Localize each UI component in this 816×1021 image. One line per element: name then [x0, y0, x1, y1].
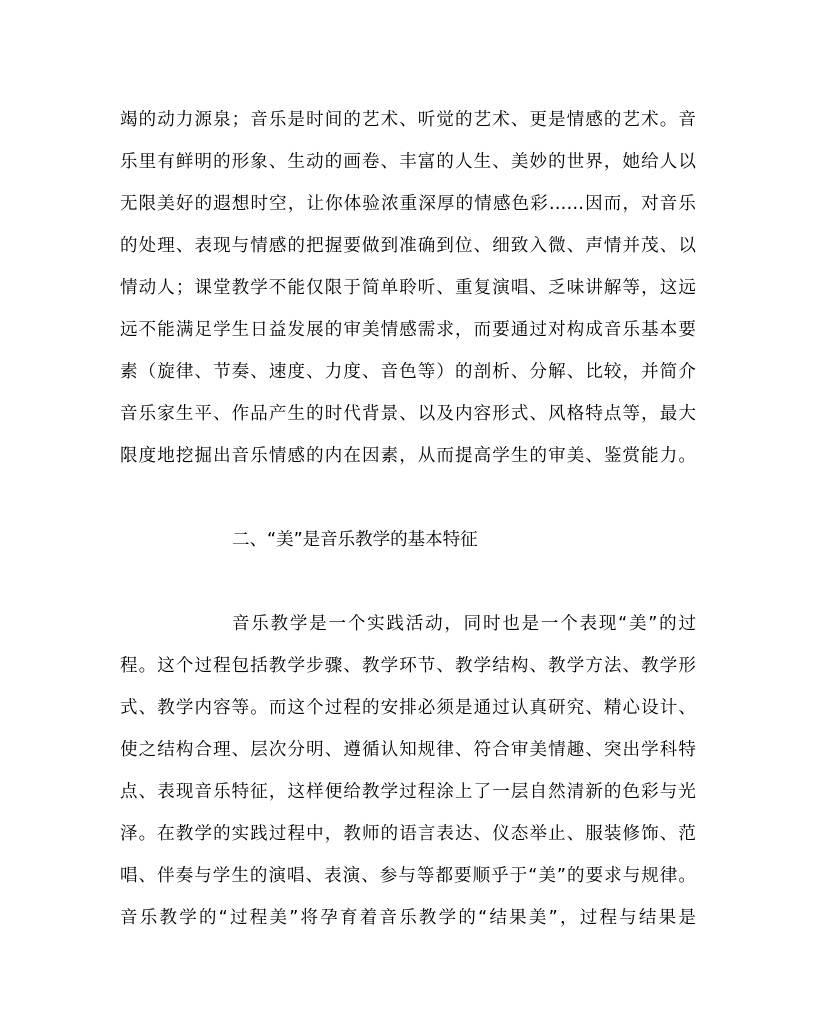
paragraph-1-line-5: 情动人；课堂教学不能仅限于简单聆听、重复演唱、乏味讲解等，这远 [120, 278, 696, 298]
paragraph-1-line-4: 的处理、表现与情感的把握要做到准确到位、细致入微、声情并茂、以 [120, 236, 696, 256]
paragraph-1-line-8: 音乐家生平、作品产生的时代背景、以及内容形式、风格特点等，最大 [120, 404, 696, 424]
paragraph-1-line-9: 限度地挖掘出音乐情感的内在因素，从而提高学生的审美、鉴赏能力。 [120, 446, 696, 466]
paragraph-1-line-6: 远不能满足学生日益发展的审美情感需求，而要通过对构成音乐基本要 [120, 320, 696, 340]
paragraph-2-line-8: 音乐教学的“过程美”将孕育着音乐教学的“结果美”，过程与结果是 [120, 908, 696, 928]
paragraph-2-line-7: 唱、伴奏与学生的演唱、表演、参与等都要顺乎于“美”的要求与规律。 [120, 866, 696, 886]
paragraph-1-line-1: 竭的动力源泉；音乐是时间的艺术、听觉的艺术、更是情感的艺术。音 [120, 110, 696, 130]
paragraph-2-line-4: 使之结构合理、层次分明、遵循认知规律、符合审美情趣、突出学科特 [120, 740, 696, 760]
paragraph-1-line-7: 素（旋律、节奏、速度、力度、音色等）的剖析、分解、比较，并简介 [120, 362, 696, 382]
paragraph-2-line-5: 点、表现音乐特征，这样便给教学过程涂上了一层自然清新的色彩与光 [120, 782, 696, 802]
section-heading: 二、“美”是音乐教学的基本特征 [232, 530, 478, 550]
paragraph-1-line-2: 乐里有鲜明的形象、生动的画卷、丰富的人生、美妙的世界，她给人以 [120, 152, 696, 172]
paragraph-2-line-6: 泽。在教学的实践过程中，教师的语言表达、仪态举止、服装修饰、范 [120, 824, 696, 844]
paragraph-2-line-3: 式、教学内容等。而这个过程的安排必须是通过认真研究、精心设计、 [120, 698, 696, 718]
paragraph-1-line-3: 无限美好的遐想时空，让你体验浓重深厚的情感色彩……因而，对音乐 [120, 194, 696, 214]
paragraph-2-line-2: 程。这个过程包括教学步骤、教学环节、教学结构、教学方法、教学形 [120, 656, 696, 676]
paragraph-2-first-line: 音乐教学是一个实践活动，同时也是一个表现“美”的过 [232, 614, 696, 634]
